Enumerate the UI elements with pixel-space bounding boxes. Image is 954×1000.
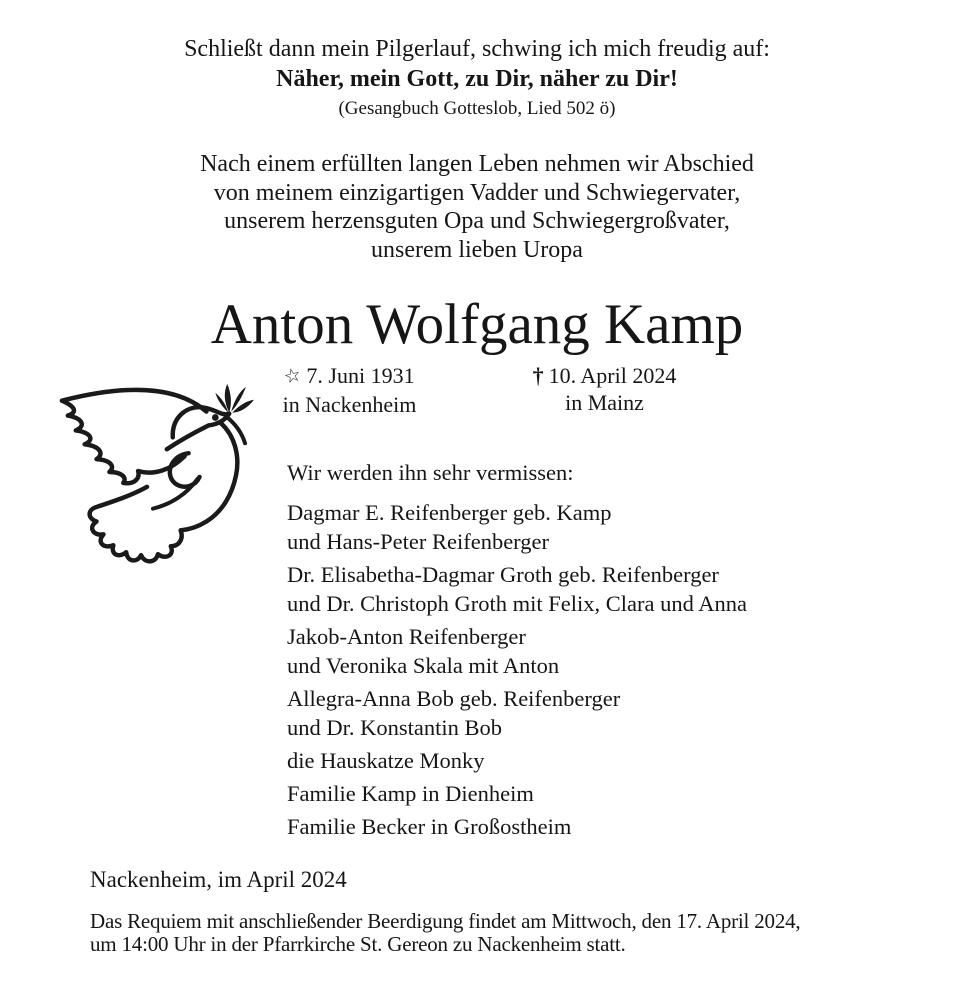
birth-date: 7. Juni 1931	[306, 363, 415, 388]
deceased-name: Anton Wolfgang Kamp	[210, 293, 744, 356]
mourner-group	[287, 684, 887, 742]
verse-block	[0, 34, 954, 124]
mourner-group	[287, 779, 887, 808]
service-line: Das Requiem mit anschließender Beerdigung findet am Mittwoch, den 17. April 2024,	[90, 909, 801, 933]
mourner-line: und Dr. Christoph Groth mit Felix, Clara und Anna	[287, 591, 747, 616]
intro-line: Nach einem erfüllten langen Leben nehmen wir Abschied	[200, 151, 754, 177]
mourner-line: Familie Kamp in Dienheim	[287, 781, 534, 806]
mourner-group	[287, 498, 887, 556]
birth-star-icon: ☆	[281, 363, 304, 389]
mourner-line: Familie Becker in Großostheim	[287, 814, 572, 839]
death-cross-icon: †	[532, 363, 544, 388]
intro-line: von meinem einzigartigen Vadder und Schwiegervater,	[213, 179, 741, 206]
mourners-heading: Wir werden ihn sehr vermissen:	[287, 460, 574, 485]
mourner-group	[287, 812, 887, 841]
mourner-group	[287, 560, 887, 618]
service-announcement	[90, 910, 910, 956]
intro-paragraph	[0, 150, 954, 264]
mourner-group	[287, 622, 887, 680]
mourners-list	[287, 458, 887, 845]
service-line: um 14:00 Uhr in der Pfarrkirche St. Gereon zu Nackenheim statt.	[90, 932, 626, 956]
mourner-line: Dr. Elisabetha-Dagmar Groth geb. Reifenberger	[287, 562, 719, 587]
olive-branch-leaves	[215, 384, 254, 413]
mourner-line: und Hans-Peter Reifenberger	[287, 529, 549, 554]
dove-eye	[212, 414, 219, 421]
mourner-group	[287, 746, 887, 775]
death-date-block	[512, 362, 697, 418]
birth-date-line	[257, 362, 442, 391]
mourner-line: Dagmar E. Reifenberger geb. Kamp	[287, 500, 612, 525]
mourner-line: Allegra-Anna Bob geb. Reifenberger	[287, 686, 621, 711]
place-dateline: Nackenheim, im April 2024	[90, 867, 347, 892]
death-date-line	[512, 362, 697, 389]
peace-dove-icon	[30, 372, 268, 570]
intro-line: unserem herzensguten Opa und Schwiegergroßvater,	[224, 208, 730, 234]
birth-place: in Nackenheim	[282, 392, 417, 417]
dove-body	[181, 423, 238, 530]
intro-line: unserem lieben Uropa	[371, 236, 583, 263]
verse-source: (Gesangbuch Gotteslob, Lied 502 ö)	[338, 98, 616, 119]
verse-line-2: Näher, mein Gott, zu Dir, näher zu Dir!	[276, 66, 678, 92]
birth-date-block	[257, 362, 442, 418]
mourner-line: und Dr. Konstantin Bob	[287, 715, 503, 740]
death-date: 10. April 2024	[548, 363, 677, 388]
death-place: in Mainz	[565, 390, 644, 415]
dove-tail	[90, 487, 182, 562]
mourner-line: die Hauskatze Monky	[287, 748, 485, 773]
verse-line-1: Schließt dann mein Pilgerlauf, schwing ich mich freudig auf:	[184, 36, 770, 62]
mourner-line: Jakob-Anton Reifenberger	[287, 624, 526, 649]
mourner-line: und Veronika Skala mit Anton	[287, 653, 560, 678]
